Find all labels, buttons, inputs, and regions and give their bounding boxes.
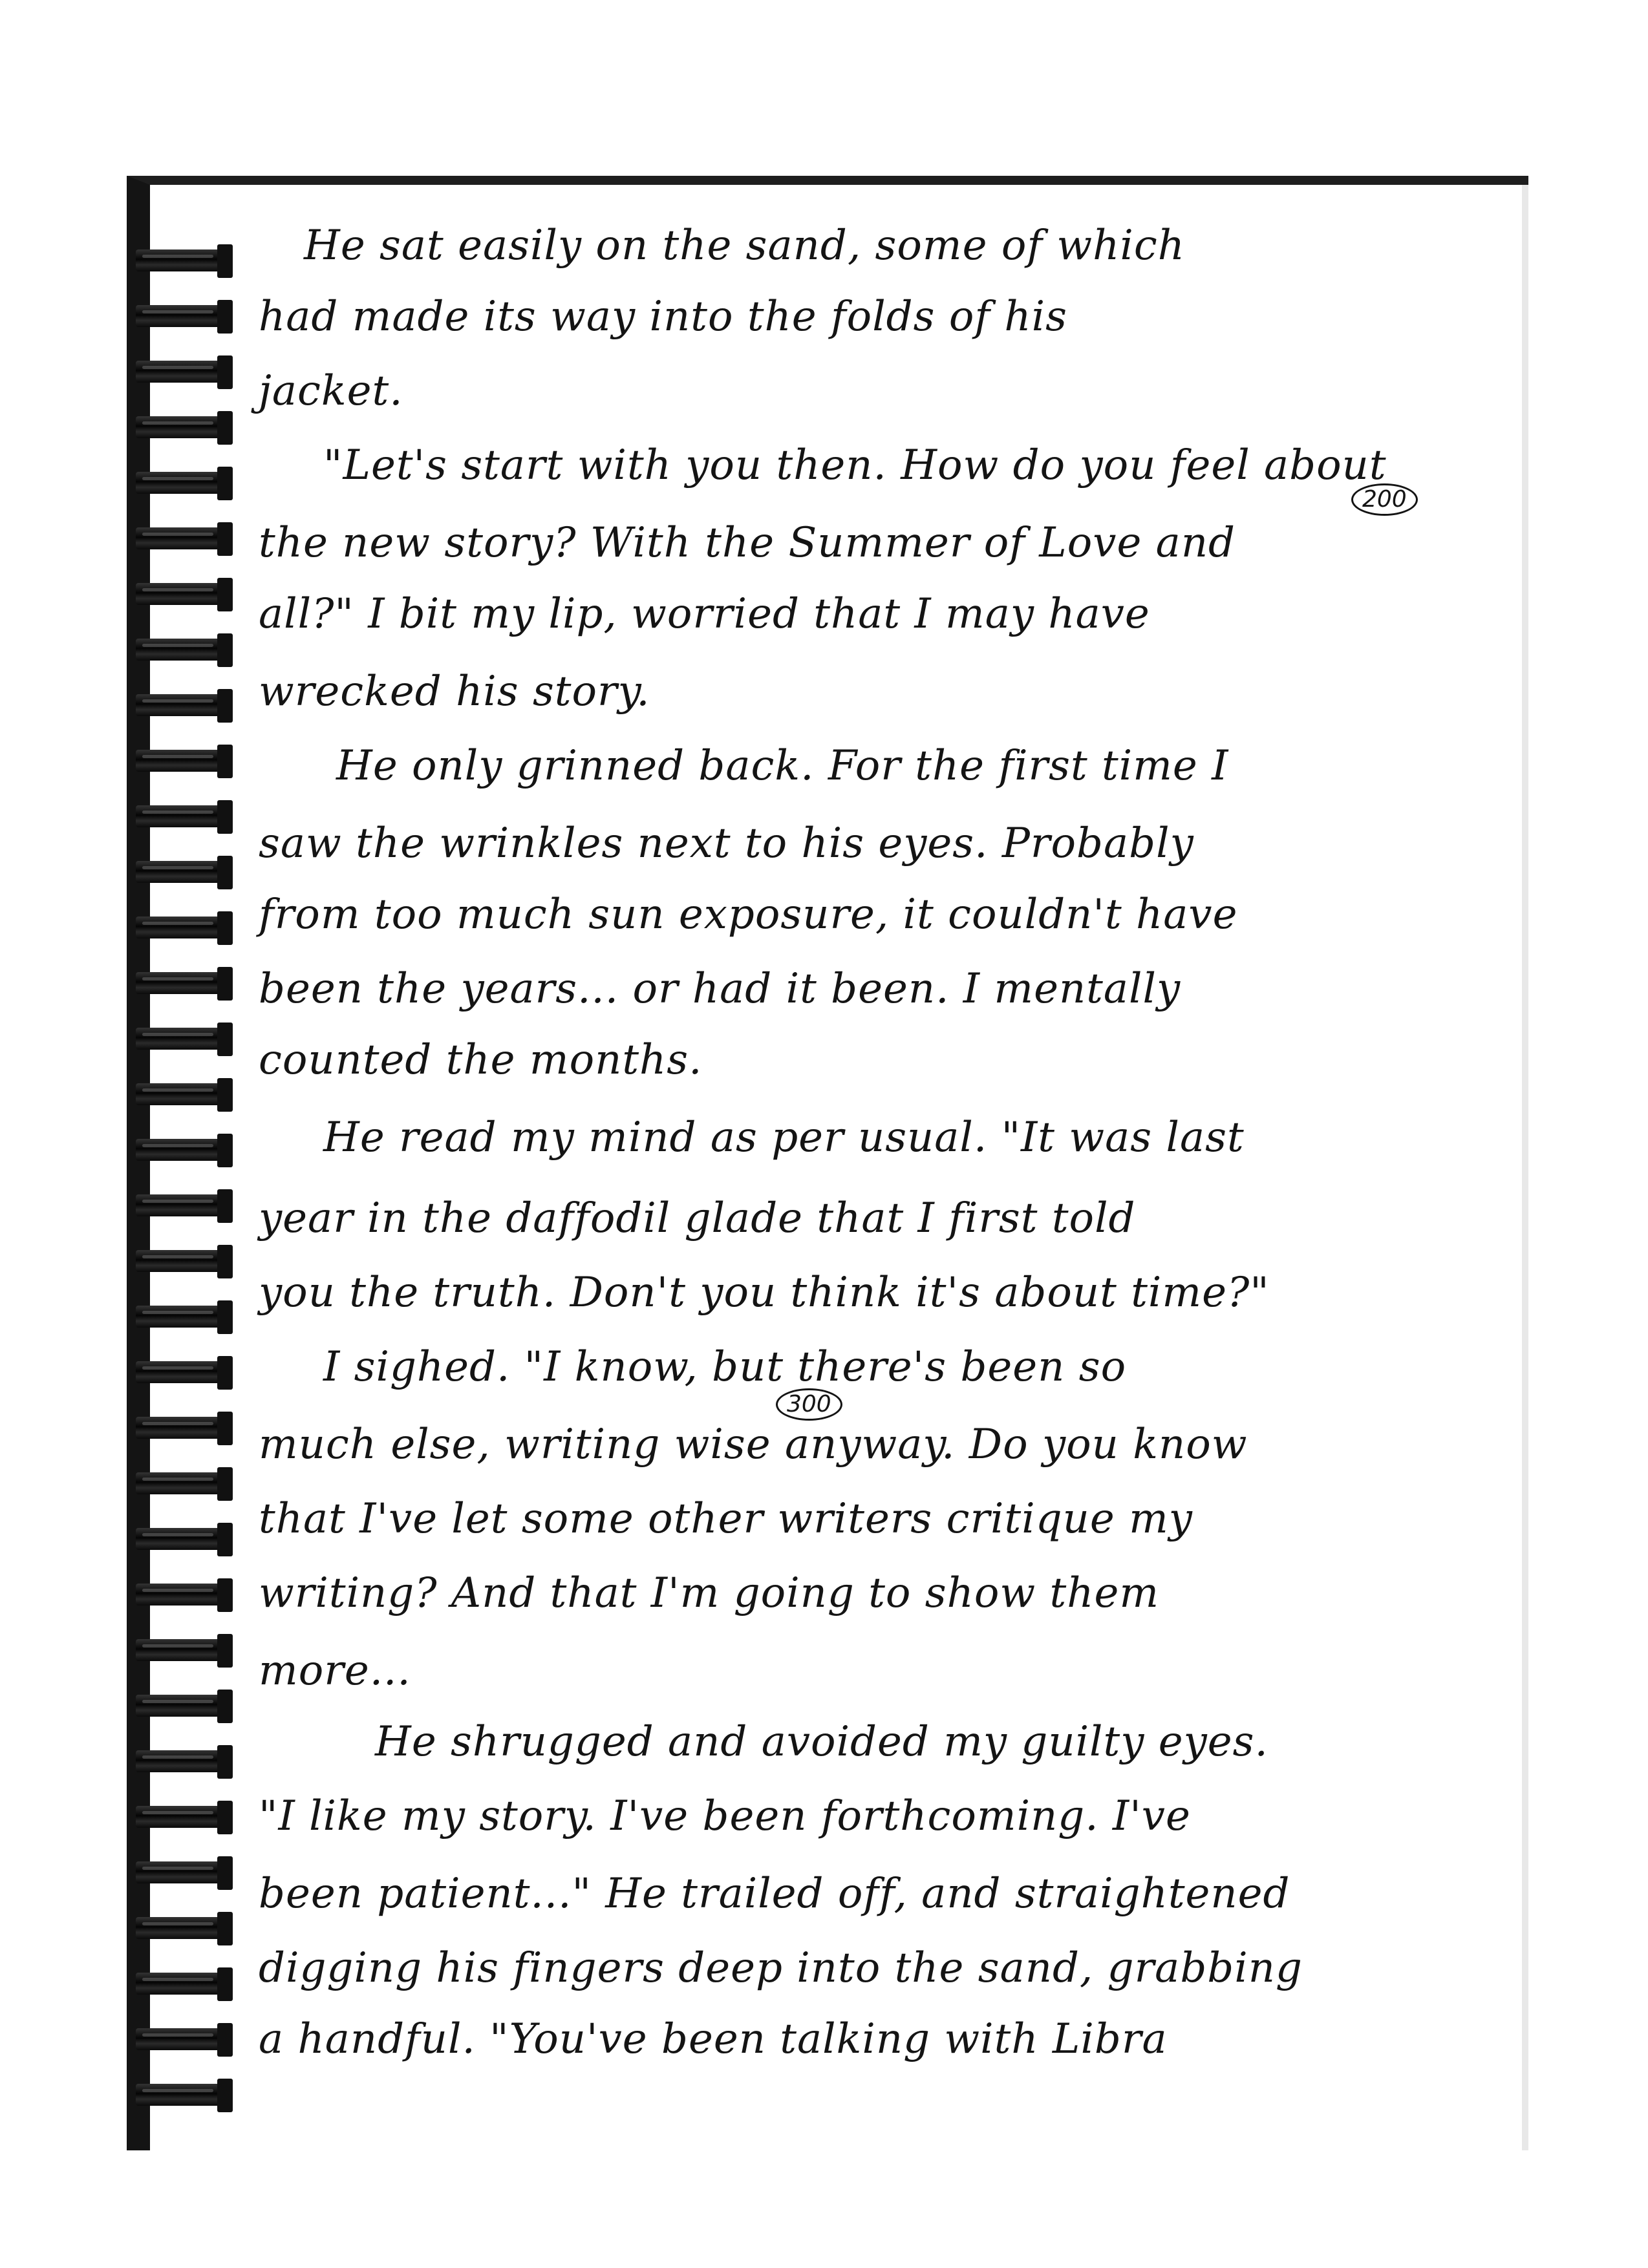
spiral-coil [136,299,233,336]
spiral-coil [136,632,233,670]
text-line: had made its way into the folds of his [259,293,1067,341]
text-line: He sat easily on the sand, some of which [304,222,1185,270]
spiral-coil [136,521,233,558]
text-line: He read my mind as per usual. "It was last [323,1114,1245,1161]
text-line: much else, writing wise anyway. Do you know [259,1421,1248,1468]
spiral-coil [136,1966,233,2004]
text-line: He shrugged and avoided my guilty eyes. [375,1718,1268,1766]
spiral-coil [136,1744,233,1781]
spiral-coil [136,1577,233,1615]
text-line: saw the wrinkles next to his eyes. Probably [259,820,1194,867]
text-line: from too much sun exposure, it couldn't have [259,891,1238,938]
text-line: been patient..." He trailed off, and straightened [259,1870,1290,1918]
text-line: "Let's start with you then. How do you feel about [323,441,1387,489]
spiral-coil [136,1355,233,1392]
spiral-coil [136,1799,233,1837]
spiral-coil [136,1244,233,1281]
spiral-coil [136,1410,233,1448]
spiral-coil [136,1855,233,1892]
spiral-coil [136,1688,233,1726]
margin-note-word-count: 200 [1351,483,1418,516]
spiral-coil [136,577,233,614]
spiral-coil [136,910,233,948]
text-line: a handful. "You've been talking with Libra [259,2015,1168,2063]
spiral-coil [136,2022,233,2059]
text-line: been the years... or had it been. I mentally [259,965,1181,1013]
text-line: wrecked his story. [259,668,650,715]
text-line: more... [259,1647,411,1695]
text-line: writing? And that I'm going to show them [259,1569,1159,1617]
spiral-coil [136,1077,233,1114]
spiral-coil [136,1521,233,1559]
text-line: digging his fingers deep into the sand, grabbing [259,1944,1303,1992]
spiral-coil [136,2077,233,2115]
spiral-coil [136,1021,233,1059]
text-line: year in the daffodil glade that I first told [259,1194,1136,1242]
text-line: counted the months. [259,1036,703,1084]
spiral-coil [136,1188,233,1225]
text-line: all?" I bit my lip, worried that I may have [259,590,1150,638]
spiral-coil [136,966,233,1003]
spiral-coil [136,1132,233,1170]
spiral-binding [136,243,252,2137]
spiral-coil [136,1911,233,1948]
spiral-coil [136,354,233,392]
text-line: He only grinned back. For the first time I [336,742,1229,790]
spiral-coil [136,1466,233,1503]
text-line: I sighed. "I know, but there's been so [323,1343,1127,1391]
spiral-coil [136,688,233,725]
text-line: "I like my story. I've been forthcoming. I've [259,1792,1191,1840]
text-line: that I've let some other writers critique my [259,1495,1193,1543]
spiral-coil [136,410,233,447]
spiral-coil [136,243,233,281]
page-edge [1522,185,1528,2150]
text-line: jacket. [259,367,403,415]
spiral-coil [136,743,233,781]
spiral-coil [136,1633,233,1670]
spiral-coil [136,1299,233,1337]
margin-note-word-count: 300 [776,1388,842,1421]
spiral-coil [136,799,233,836]
spiral-coil [136,854,233,892]
text-line: you the truth. Don't you think it's about time?" [259,1269,1270,1317]
text-line: the new story? With the Summer of Love and [259,519,1236,567]
spiral-coil [136,465,233,503]
